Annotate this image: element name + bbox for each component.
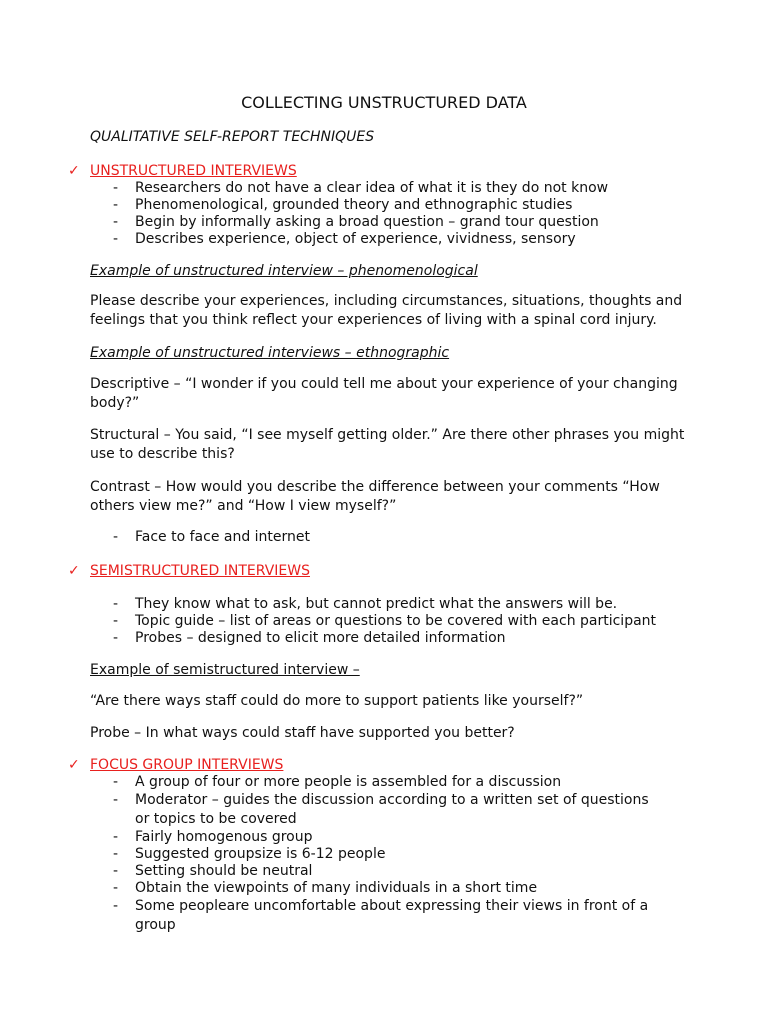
list-item: - Setting should be neutral [113,863,313,879]
semistructured-probe: Probe – In what ways could staff have supported you better? [90,725,515,741]
dash-bullet: - [113,596,119,612]
list-item: - Probes – designed to elicit more detailed information [113,630,506,646]
dash-bullet: - [113,829,119,845]
semistructured-quote: “Are there ways staff could do more to support patients like yourself?” [90,693,584,709]
dash-bullet: - [113,880,119,896]
checkmark-icon: ✓ [68,563,80,579]
heading-focus-group-interviews: ✓ FOCUS GROUP INTERVIEWS [68,757,284,773]
dash-bullet: - [113,613,119,629]
list-item: - Obtain the viewpoints of many individuals in a short time [113,880,538,896]
structural-question: Structural – You said, “I see myself getting older.” Are there other phrases you might use to describe this? [90,427,685,462]
list-item: - They know what to ask, but cannot predict what the answers will be. [113,596,618,612]
example-phenomenological-label: Example of unstructured interview – phenomenological [90,263,478,279]
checkmark-icon: ✓ [68,163,80,179]
list-item: - Some peopleare uncomfortable about expressing their views in front of a group [113,898,649,933]
dash-bullet: - [113,846,119,862]
list-item: - A group of four or more people is assembled for a discussion [113,774,562,790]
heading-semistructured-interviews: ✓ SEMISTRUCTURED INTERVIEWS [68,563,310,579]
checkmark-icon: ✓ [68,757,80,773]
list-item: - Fairly homogenous group [113,829,313,845]
dash-bullet: - [113,197,119,213]
dash-bullet: - [113,630,119,646]
semistructured-bullet-list [113,596,673,647]
unstructured-bullet-list [113,180,673,248]
dash-bullet: - [113,529,119,545]
document-subtitle: QUALITATIVE SELF-REPORT TECHNIQUES [90,129,375,145]
list-item: - Begin by informally asking a broad question – grand tour question [113,214,599,230]
contrast-question: Contrast – How would you describe the difference between your comments “How others view me?” and “How I view myself?” [90,479,660,514]
dash-bullet: - [113,214,119,230]
dash-bullet: - [113,792,119,808]
dash-bullet: - [113,774,119,790]
dash-bullet: - [113,863,119,879]
list-item: - Describes experience, object of experience, vividness, sensory [113,231,576,247]
heading-unstructured-interviews: ✓ UNSTRUCTURED INTERVIEWS [68,163,297,179]
list-item: - Moderator – guides the discussion according to a written set of questions or topics to be covered [113,792,649,827]
unstructured-extra-list [113,529,673,546]
example-ethnographic-label: Example of unstructured interviews – ethnographic [90,345,450,361]
focus-group-bullet-list [113,774,658,935]
list-item: - Face to face and internet [113,529,311,545]
list-item: - Topic guide – list of areas or questions to be covered with each participant [113,613,657,629]
list-item: - Phenomenological, grounded theory and ethnographic studies [113,197,573,213]
example-semistructured-label: Example of semistructured interview – [90,662,360,678]
dash-bullet: - [113,898,119,914]
list-item: - Suggested groupsize is 6-12 people [113,846,386,862]
document-title: COLLECTING UNSTRUCTURED DATA [241,93,527,112]
list-item: - Researchers do not have a clear idea of what it is they do not know [113,180,609,196]
dash-bullet: - [113,231,119,247]
descriptive-question: Descriptive – “I wonder if you could tell me about your experience of your changing body?” [90,376,678,411]
dash-bullet: - [113,180,119,196]
example-phenomenological-text: Please describe your experiences, including circumstances, situations, thoughts and feelings that you think reflect your experiences of living with a spinal cord injury. [90,293,683,328]
